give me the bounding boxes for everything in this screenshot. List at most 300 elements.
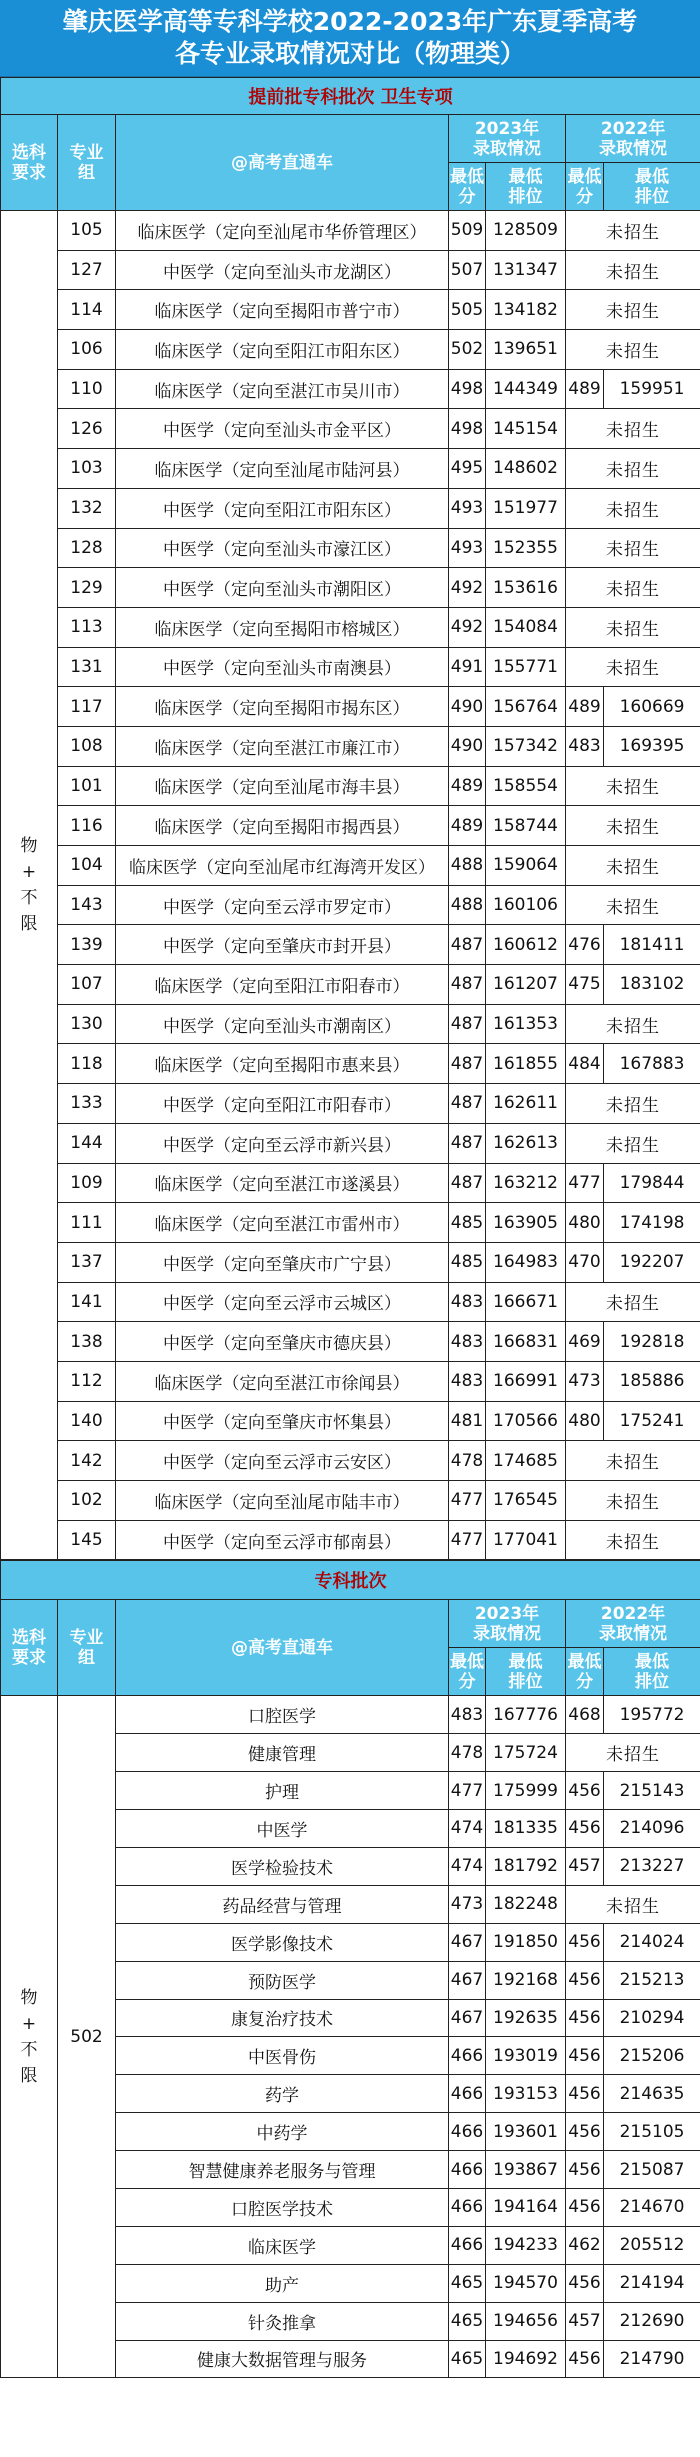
major-name: 临床医学 xyxy=(116,2226,449,2264)
min-score-2023: 466 xyxy=(449,2037,486,2075)
min-rank-2022: 174198 xyxy=(604,1203,700,1243)
group-code: 103 xyxy=(58,449,116,489)
min-score-2023: 487 xyxy=(449,1123,486,1163)
section2-body xyxy=(1,1696,700,2378)
title-line-2: 各专业录取情况对比（物理类） xyxy=(174,39,525,68)
min-rank-2022: 215143 xyxy=(604,1772,700,1810)
min-score-2022: 456 xyxy=(566,1810,604,1848)
group-code: 133 xyxy=(58,1084,116,1124)
major-name: 预防医学 xyxy=(116,1961,449,1999)
major-name: 临床医学（定向至湛江市廉江市） xyxy=(116,726,449,766)
min-score-2023: 507 xyxy=(449,250,486,290)
year-2023-header: 2023年 录取情况 xyxy=(449,1600,566,1648)
min-score-2022: 456 xyxy=(566,2113,604,2151)
group-code: 143 xyxy=(58,885,116,925)
subject-requirement-char: + xyxy=(21,862,37,883)
not-recruited-2022: 未招生 xyxy=(566,330,700,370)
min-rank-2022: 175241 xyxy=(604,1401,700,1441)
min-score-2023: 477 xyxy=(449,1481,486,1521)
section2-batch-label: 专科批次 xyxy=(1,1561,700,1600)
min-score-2023: 474 xyxy=(449,1847,486,1885)
table-row xyxy=(1,290,700,330)
min-score-2023: 489 xyxy=(449,806,486,846)
min-rank-2022: 195772 xyxy=(604,1696,700,1734)
min-rank-2023: 161353 xyxy=(486,1004,566,1044)
table-row xyxy=(1,1322,700,1362)
min-score-2022: 477 xyxy=(566,1163,604,1203)
min-rank-2022: 192207 xyxy=(604,1242,700,1282)
min-rank-2023: 176545 xyxy=(486,1481,566,1521)
min-score-2023: 491 xyxy=(449,647,486,687)
major-name: 医学检验技术 xyxy=(116,1847,449,1885)
min-score-2023: 487 xyxy=(449,1044,486,1084)
min-rank-2023: 155771 xyxy=(486,647,566,687)
min-score-2023: 483 xyxy=(449,1696,486,1734)
min-score-2023: 502 xyxy=(449,330,486,370)
min-score-2023: 465 xyxy=(449,2264,486,2302)
group-code: 116 xyxy=(58,806,116,846)
min-rank-header-2023: 最低 排位 xyxy=(486,163,566,211)
major-name: 临床医学（定向至湛江市雷州市） xyxy=(116,1203,449,1243)
min-rank-2022: 215206 xyxy=(604,2037,700,2075)
min-score-2023: 466 xyxy=(449,2113,486,2151)
major-name: 临床医学（定向至揭阳市揭西县） xyxy=(116,806,449,846)
year-2023-header: 2023年 录取情况 xyxy=(449,115,566,163)
major-name: 药品经营与管理 xyxy=(116,1885,449,1923)
table-row xyxy=(1,766,700,806)
min-rank-2022: 215105 xyxy=(604,2113,700,2151)
major-name: 临床医学（定向至阳江市阳春市） xyxy=(116,965,449,1005)
min-rank-2022: 214024 xyxy=(604,1923,700,1961)
section2-table xyxy=(0,1560,700,2378)
table-row xyxy=(1,1361,700,1401)
min-score-2023: 483 xyxy=(449,1282,486,1322)
min-score-header-2023: 最低 分 xyxy=(449,1648,486,1696)
subject-requirement-char: 物 xyxy=(20,1987,38,2008)
min-rank-2023: 163905 xyxy=(486,1203,566,1243)
min-rank-2023: 154084 xyxy=(486,607,566,647)
not-recruited-2022: 未招生 xyxy=(566,568,700,608)
group-code: 102 xyxy=(58,1481,116,1521)
min-rank-2022: 214670 xyxy=(604,2188,700,2226)
major-name: 中医学（定向至汕头市金平区） xyxy=(116,409,449,449)
table-row xyxy=(1,647,700,687)
subject-requirement-cell xyxy=(1,211,58,1560)
min-score-2023: 485 xyxy=(449,1203,486,1243)
min-score-2022: 456 xyxy=(566,1923,604,1961)
min-rank-2022: 159951 xyxy=(604,369,700,409)
major-name: 临床医学（定向至揭阳市惠来县） xyxy=(116,1044,449,1084)
min-rank-2023: 193601 xyxy=(486,2113,566,2151)
min-score-2022: 473 xyxy=(566,1361,604,1401)
min-rank-2023: 166831 xyxy=(486,1322,566,1362)
min-score-2023: 483 xyxy=(449,1322,486,1362)
table-row xyxy=(1,1481,700,1521)
min-rank-2022: 167883 xyxy=(604,1044,700,1084)
group-code: 140 xyxy=(58,1401,116,1441)
table-row xyxy=(1,1123,700,1163)
not-recruited-2022: 未招生 xyxy=(566,885,700,925)
min-score-2023: 474 xyxy=(449,1810,486,1848)
min-rank-2022: 212690 xyxy=(604,2302,700,2340)
group-header: 专业 组 xyxy=(58,115,116,211)
min-rank-header-2022: 最低 排位 xyxy=(604,1648,700,1696)
min-rank-2023: 194164 xyxy=(486,2188,566,2226)
min-rank-2023: 153616 xyxy=(486,568,566,608)
min-rank-2023: 162611 xyxy=(486,1084,566,1124)
min-rank-2022: 214635 xyxy=(604,2075,700,2113)
group-code: 139 xyxy=(58,925,116,965)
major-name: 健康管理 xyxy=(116,1734,449,1772)
major-name: 中医学（定向至汕头市南澳县） xyxy=(116,647,449,687)
min-rank-2023: 170566 xyxy=(486,1401,566,1441)
major-name: 医学影像技术 xyxy=(116,1923,449,1961)
group-code: 104 xyxy=(58,846,116,886)
major-name: 临床医学（定向至汕尾市红海湾开发区） xyxy=(116,846,449,886)
major-name: 中医学（定向至汕头市潮南区） xyxy=(116,1004,449,1044)
major-name: 康复治疗技术 xyxy=(116,1999,449,2037)
min-score-2023: 466 xyxy=(449,2075,486,2113)
table-row xyxy=(1,528,700,568)
min-score-2023: 467 xyxy=(449,1961,486,1999)
major-name: 临床医学（定向至汕尾市陆河县） xyxy=(116,449,449,489)
major-name: 中医学（定向至阳江市阳春市） xyxy=(116,1084,449,1124)
group-code: 145 xyxy=(58,1520,116,1560)
min-score-2023: 488 xyxy=(449,885,486,925)
table-row xyxy=(1,488,700,528)
major-name: 临床医学（定向至揭阳市普宁市） xyxy=(116,290,449,330)
min-score-header-2022: 最低 分 xyxy=(566,163,604,211)
table-row xyxy=(1,846,700,886)
major-name: 中医学（定向至汕头市濠江区） xyxy=(116,528,449,568)
table-row xyxy=(1,1084,700,1124)
table-row xyxy=(1,1696,700,1734)
not-recruited-2022: 未招生 xyxy=(566,607,700,647)
major-name: 临床医学（定向至揭阳市榕城区） xyxy=(116,607,449,647)
subject-req-header: 选科 要求 xyxy=(1,115,58,211)
major-name: 临床医学（定向至揭阳市揭东区） xyxy=(116,687,449,727)
table-row xyxy=(1,369,700,409)
table-row xyxy=(1,726,700,766)
min-rank-header-2023: 最低 排位 xyxy=(486,1648,566,1696)
table-row xyxy=(1,409,700,449)
major-name: 中医学 xyxy=(116,1810,449,1848)
major-name: 中药学 xyxy=(116,2113,449,2151)
min-rank-2023: 191850 xyxy=(486,1923,566,1961)
table-row xyxy=(1,1044,700,1084)
min-score-2023: 477 xyxy=(449,1772,486,1810)
min-rank-2023: 175724 xyxy=(486,1734,566,1772)
min-score-2022: 456 xyxy=(566,1999,604,2037)
group-code: 110 xyxy=(58,369,116,409)
group-code: 114 xyxy=(58,290,116,330)
min-score-2023: 492 xyxy=(449,568,486,608)
not-recruited-2022: 未招生 xyxy=(566,250,700,290)
group-code: 138 xyxy=(58,1322,116,1362)
table-row xyxy=(1,449,700,489)
min-rank-2022: 215213 xyxy=(604,1961,700,1999)
major-name: 针灸推拿 xyxy=(116,2302,449,2340)
not-recruited-2022: 未招生 xyxy=(566,1441,700,1481)
not-recruited-2022: 未招生 xyxy=(566,846,700,886)
year-2022-header: 2022年 录取情况 xyxy=(566,115,700,163)
min-rank-2023: 164983 xyxy=(486,1242,566,1282)
table-row xyxy=(1,965,700,1005)
min-score-2023: 466 xyxy=(449,2226,486,2264)
min-score-2022: 456 xyxy=(566,2037,604,2075)
min-rank-2023: 194692 xyxy=(486,2340,566,2378)
major-name: 中医学（定向至肇庆市怀集县） xyxy=(116,1401,449,1441)
group-code: 106 xyxy=(58,330,116,370)
min-score-2022: 462 xyxy=(566,2226,604,2264)
major-name: 中医学（定向至汕头市潮阳区） xyxy=(116,568,449,608)
major-name: 中医学（定向至云浮市云安区） xyxy=(116,1441,449,1481)
min-rank-2023: 181335 xyxy=(486,1810,566,1848)
min-rank-2023: 151977 xyxy=(486,488,566,528)
min-score-2023: 481 xyxy=(449,1401,486,1441)
min-rank-2023: 161855 xyxy=(486,1044,566,1084)
table-row xyxy=(1,607,700,647)
min-score-2022: 457 xyxy=(566,1847,604,1885)
major-name: 临床医学（定向至阳江市阳东区） xyxy=(116,330,449,370)
min-score-2023: 473 xyxy=(449,1885,486,1923)
min-rank-2022: 213227 xyxy=(604,1847,700,1885)
min-score-2022: 456 xyxy=(566,2151,604,2189)
min-score-2023: 487 xyxy=(449,965,486,1005)
not-recruited-2022: 未招生 xyxy=(566,409,700,449)
min-rank-2023: 181792 xyxy=(486,1847,566,1885)
not-recruited-2022: 未招生 xyxy=(566,1885,700,1923)
subject-requirement-char: 物 xyxy=(20,836,38,857)
min-rank-2023: 174685 xyxy=(486,1441,566,1481)
group-code: 141 xyxy=(58,1282,116,1322)
min-rank-2023: 167776 xyxy=(486,1696,566,1734)
min-score-2023: 487 xyxy=(449,1084,486,1124)
min-rank-2023: 159064 xyxy=(486,846,566,886)
group-header: 专业 组 xyxy=(58,1600,116,1696)
min-rank-2023: 139651 xyxy=(486,330,566,370)
subject-requirement-char: 不 xyxy=(20,888,38,909)
group-code: 128 xyxy=(58,528,116,568)
min-score-2022: 456 xyxy=(566,2340,604,2378)
min-score-2022: 484 xyxy=(566,1044,604,1084)
document-title xyxy=(0,0,700,77)
min-score-2023: 490 xyxy=(449,726,486,766)
major-name: 中医学（定向至云浮市郁南县） xyxy=(116,1520,449,1560)
group-code: 107 xyxy=(58,965,116,1005)
group-code: 101 xyxy=(58,766,116,806)
not-recruited-2022: 未招生 xyxy=(566,1520,700,1560)
group-code: 131 xyxy=(58,647,116,687)
table-row xyxy=(1,568,700,608)
min-score-2023: 465 xyxy=(449,2302,486,2340)
min-score-2022: 456 xyxy=(566,2264,604,2302)
table-row xyxy=(1,925,700,965)
group-code: 118 xyxy=(58,1044,116,1084)
subject-requirement-char: + xyxy=(21,2013,37,2034)
min-score-2022: 489 xyxy=(566,369,604,409)
min-rank-2023: 192635 xyxy=(486,1999,566,2037)
min-rank-2022: 214790 xyxy=(604,2340,700,2378)
group-code: 109 xyxy=(58,1163,116,1203)
min-rank-2023: 193867 xyxy=(486,2151,566,2189)
major-name: 口腔医学 xyxy=(116,1696,449,1734)
min-score-2023: 483 xyxy=(449,1361,486,1401)
min-score-header-2023: 最低 分 xyxy=(449,163,486,211)
major-name: 临床医学（定向至湛江市吴川市） xyxy=(116,369,449,409)
table-row xyxy=(1,1242,700,1282)
watermark-label: @高考直通车 xyxy=(116,115,449,211)
major-name: 助产 xyxy=(116,2264,449,2302)
min-rank-2023: 177041 xyxy=(486,1520,566,1560)
min-rank-2023: 182248 xyxy=(486,1885,566,1923)
subject-requirement-text xyxy=(21,833,38,937)
min-score-2022: 456 xyxy=(566,2075,604,2113)
not-recruited-2022: 未招生 xyxy=(566,766,700,806)
subject-requirement-char: 限 xyxy=(20,2065,38,2086)
not-recruited-2022: 未招生 xyxy=(566,290,700,330)
min-score-2022: 456 xyxy=(566,1772,604,1810)
min-rank-2023: 193153 xyxy=(486,2075,566,2113)
min-score-2023: 477 xyxy=(449,1520,486,1560)
min-rank-2023: 161207 xyxy=(486,965,566,1005)
major-name: 护理 xyxy=(116,1772,449,1810)
min-rank-2023: 163212 xyxy=(486,1163,566,1203)
min-rank-2023: 160106 xyxy=(486,885,566,925)
group-code: 126 xyxy=(58,409,116,449)
group-code: 105 xyxy=(58,211,116,251)
min-rank-2023: 162613 xyxy=(486,1123,566,1163)
min-score-2023: 505 xyxy=(449,290,486,330)
min-score-2023: 490 xyxy=(449,687,486,727)
min-score-2023: 493 xyxy=(449,488,486,528)
major-name: 中医学（定向至肇庆市德庆县） xyxy=(116,1322,449,1362)
min-rank-2022: 179844 xyxy=(604,1163,700,1203)
table-row xyxy=(1,1520,700,1560)
min-score-2023: 487 xyxy=(449,1004,486,1044)
group-code: 137 xyxy=(58,1242,116,1282)
min-rank-2023: 194233 xyxy=(486,2226,566,2264)
major-name: 中医学（定向至云浮市云城区） xyxy=(116,1282,449,1322)
min-score-2022: 469 xyxy=(566,1322,604,1362)
major-name: 智慧健康养老服务与管理 xyxy=(116,2151,449,2189)
major-name: 中医学（定向至汕头市龙湖区） xyxy=(116,250,449,290)
min-rank-2023: 144349 xyxy=(486,369,566,409)
min-rank-2023: 157342 xyxy=(486,726,566,766)
major-name: 健康大数据管理与服务 xyxy=(116,2340,449,2378)
major-name: 临床医学（定向至湛江市遂溪县） xyxy=(116,1163,449,1203)
table-row xyxy=(1,806,700,846)
min-rank-2022: 205512 xyxy=(604,2226,700,2264)
group-code: 127 xyxy=(58,250,116,290)
min-score-2023: 466 xyxy=(449,2188,486,2226)
group-code: 142 xyxy=(58,1441,116,1481)
min-rank-2023: 134182 xyxy=(486,290,566,330)
min-score-2023: 487 xyxy=(449,1163,486,1203)
table-row xyxy=(1,885,700,925)
min-rank-2023: 158744 xyxy=(486,806,566,846)
min-rank-2023: 194656 xyxy=(486,2302,566,2340)
min-rank-2023: 131347 xyxy=(486,250,566,290)
table-row xyxy=(1,1004,700,1044)
table-row xyxy=(1,1441,700,1481)
min-rank-2023: 166671 xyxy=(486,1282,566,1322)
major-name: 中医学（定向至肇庆市广宁县） xyxy=(116,1242,449,1282)
watermark-label: @高考直通车 xyxy=(116,1600,449,1696)
group-code: 113 xyxy=(58,607,116,647)
min-rank-header-2022: 最低 排位 xyxy=(604,163,700,211)
min-rank-2023: 193019 xyxy=(486,2037,566,2075)
not-recruited-2022: 未招生 xyxy=(566,1084,700,1124)
min-rank-2022: 169395 xyxy=(604,726,700,766)
group-code: 111 xyxy=(58,1203,116,1243)
min-rank-2022: 160669 xyxy=(604,687,700,727)
major-name: 中医学（定向至阳江市阳东区） xyxy=(116,488,449,528)
major-name: 口腔医学技术 xyxy=(116,2188,449,2226)
min-rank-2023: 128509 xyxy=(486,211,566,251)
min-rank-2023: 175999 xyxy=(486,1772,566,1810)
min-rank-2023: 192168 xyxy=(486,1961,566,1999)
min-score-2022: 489 xyxy=(566,687,604,727)
table-row xyxy=(1,1163,700,1203)
min-rank-2023: 160612 xyxy=(486,925,566,965)
not-recruited-2022: 未招生 xyxy=(566,1004,700,1044)
min-rank-2023: 152355 xyxy=(486,528,566,568)
min-score-2023: 467 xyxy=(449,1923,486,1961)
min-rank-2022: 210294 xyxy=(604,1999,700,2037)
subject-req-header: 选科 要求 xyxy=(1,1600,58,1696)
min-rank-2022: 214096 xyxy=(604,1810,700,1848)
table-row xyxy=(1,1203,700,1243)
major-name: 临床医学（定向至汕尾市华侨管理区） xyxy=(116,211,449,251)
min-rank-2023: 194570 xyxy=(486,2264,566,2302)
major-name: 中医学（定向至肇庆市封开县） xyxy=(116,925,449,965)
min-rank-2023: 156764 xyxy=(486,687,566,727)
min-score-2023: 492 xyxy=(449,607,486,647)
min-score-2023: 489 xyxy=(449,766,486,806)
not-recruited-2022: 未招生 xyxy=(566,1481,700,1521)
not-recruited-2022: 未招生 xyxy=(566,528,700,568)
min-score-2023: 509 xyxy=(449,211,486,251)
min-score-2022: 468 xyxy=(566,1696,604,1734)
subject-requirement-text xyxy=(21,1985,38,2089)
table-row xyxy=(1,687,700,727)
group-code: 117 xyxy=(58,687,116,727)
min-score-2023: 493 xyxy=(449,528,486,568)
min-rank-2023: 148602 xyxy=(486,449,566,489)
min-score-2023: 488 xyxy=(449,846,486,886)
group-code: 108 xyxy=(58,726,116,766)
major-name: 中医学（定向至云浮市罗定市） xyxy=(116,885,449,925)
section1-body xyxy=(1,211,700,1560)
min-rank-2022: 215087 xyxy=(604,2151,700,2189)
group-code: 144 xyxy=(58,1123,116,1163)
major-name: 临床医学（定向至湛江市徐闻县） xyxy=(116,1361,449,1401)
major-name: 中医骨伤 xyxy=(116,2037,449,2075)
min-score-2022: 476 xyxy=(566,925,604,965)
group-code: 502 xyxy=(58,1696,116,2378)
not-recruited-2022: 未招生 xyxy=(566,1734,700,1772)
not-recruited-2022: 未招生 xyxy=(566,806,700,846)
table-row xyxy=(1,250,700,290)
subject-requirement-char: 限 xyxy=(20,914,38,935)
min-score-2023: 478 xyxy=(449,1441,486,1481)
group-code: 130 xyxy=(58,1004,116,1044)
year-2022-header: 2022年 录取情况 xyxy=(566,1600,700,1648)
group-code: 112 xyxy=(58,1361,116,1401)
min-rank-2022: 214194 xyxy=(604,2264,700,2302)
min-rank-2022: 192818 xyxy=(604,1322,700,1362)
